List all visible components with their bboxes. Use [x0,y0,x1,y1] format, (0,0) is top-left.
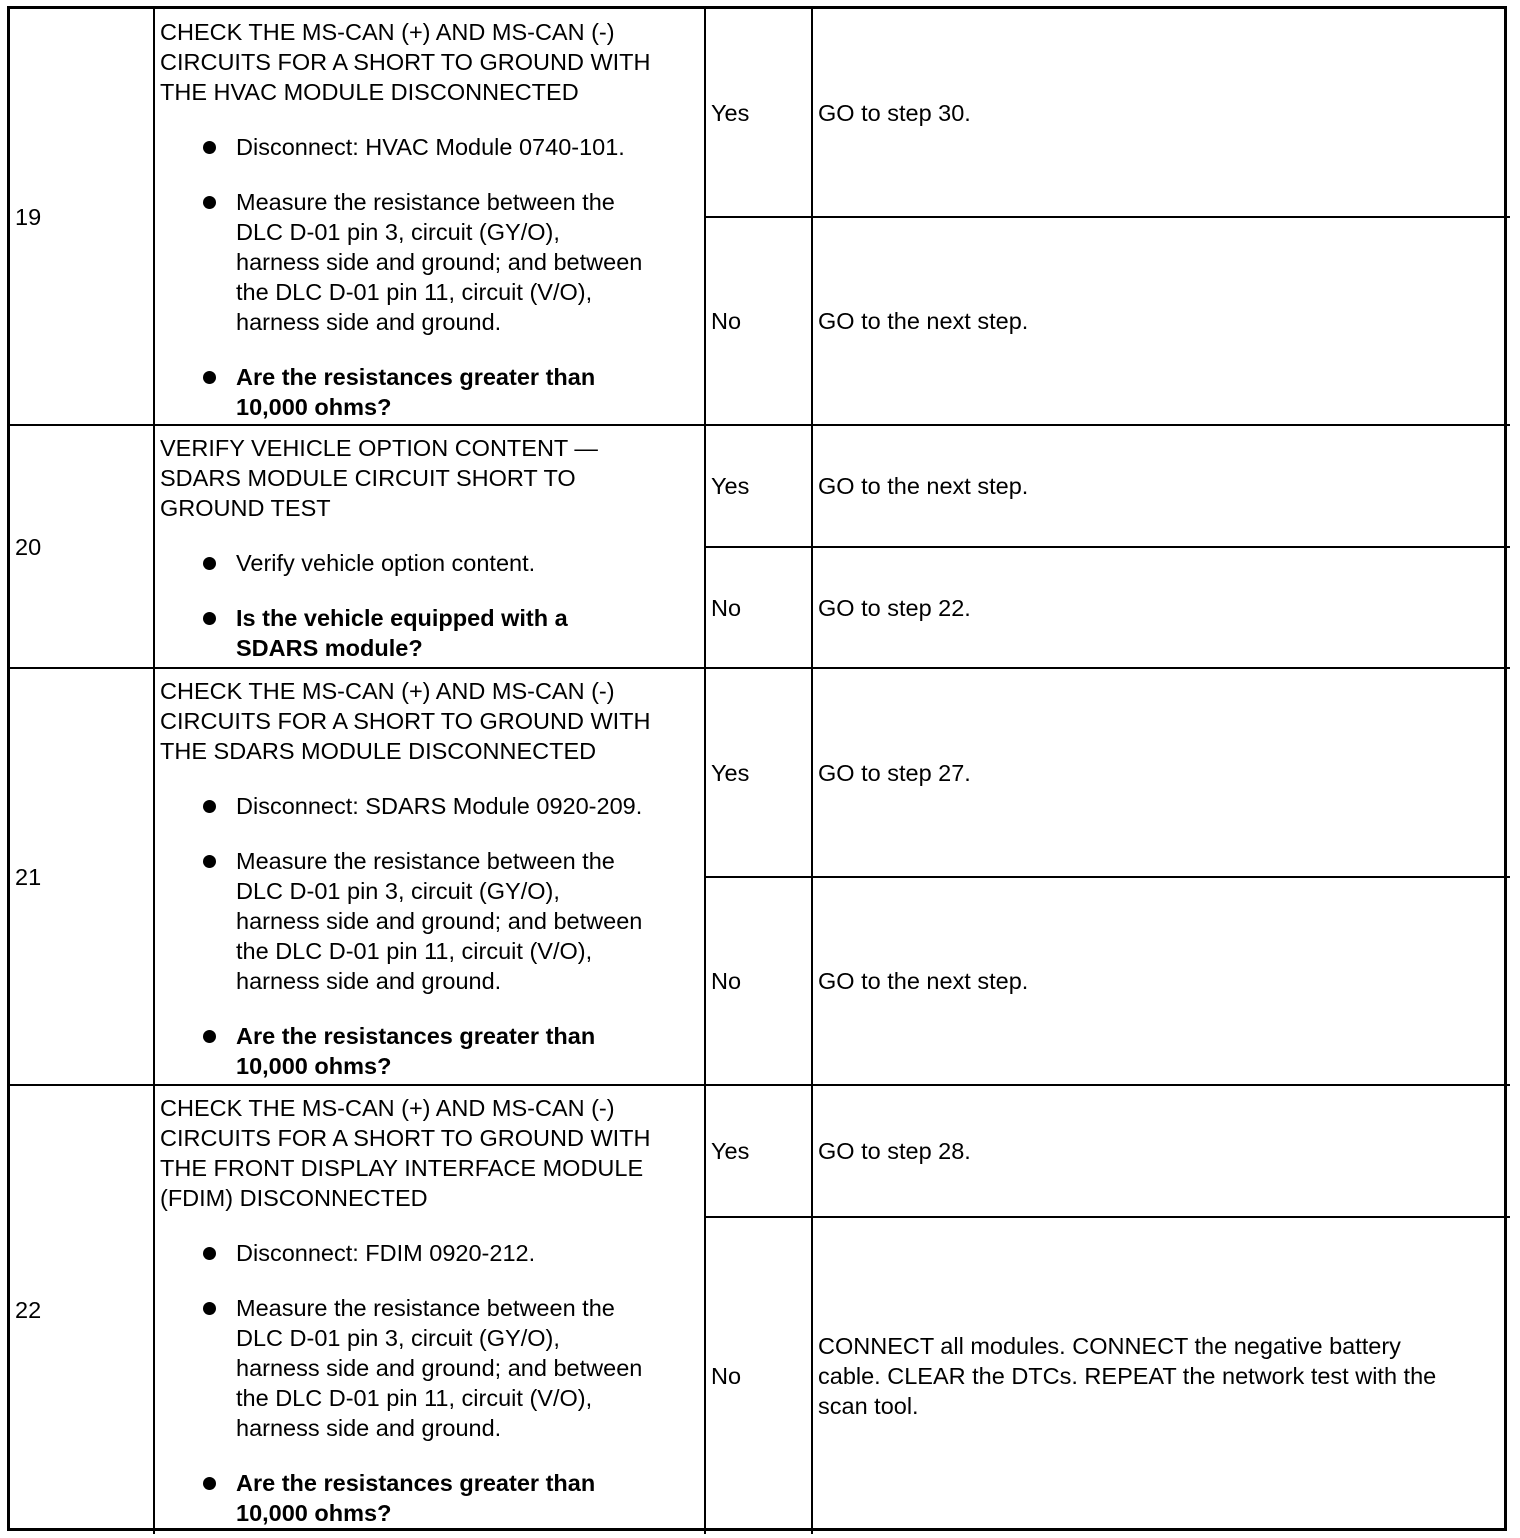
instruction-question: 10,000 ohms? [236,394,392,420]
instruction-question: Are the resistances greater than [236,1470,596,1496]
step-heading-line: THE SDARS MODULE DISCONNECTED [160,738,597,764]
step-heading-line: THE HVAC MODULE DISCONNECTED [160,79,579,105]
instruction-line: the DLC D-01 pin 11, circuit (V/O), [236,938,593,964]
instruction-line: harness side and ground; and between [236,1355,643,1381]
instruction-line: Disconnect: HVAC Module 0740-101. [236,134,625,160]
result-divider [704,546,1510,548]
bullet-icon [203,1302,216,1315]
bullet-icon [203,1030,216,1043]
diagnostic-test-table [7,6,1507,1531]
result-action: GO to the next step. [818,473,1029,499]
bullet-icon [203,800,216,813]
bullet-icon [203,1247,216,1260]
result-answer: Yes [711,1138,750,1164]
bullet-icon [203,1477,216,1490]
bullet-icon [203,557,216,570]
instruction-line: harness side and ground; and between [236,249,643,275]
result-answer: Yes [711,759,750,786]
instruction-question: SDARS module? [236,635,423,661]
step-number: 21 [15,863,42,890]
instruction-line: the DLC D-01 pin 11, circuit (V/O), [236,1385,593,1411]
result-answer: No [711,594,742,621]
instruction-line: harness side and ground. [236,309,502,335]
instruction-line: harness side and ground. [236,968,502,994]
step-heading-line: CHECK THE MS-CAN (+) AND MS-CAN (-) [160,19,615,45]
result-action: GO to the next step. [818,308,1029,334]
step-heading-line: CIRCUITS FOR A SHORT TO GROUND WITH [160,49,651,75]
result-action: GO to step 22. [818,594,971,621]
column-divider [704,9,706,1534]
step-heading-line: CHECK THE MS-CAN (+) AND MS-CAN (-) [160,1095,615,1121]
instruction-line: harness side and ground. [236,1415,502,1441]
step-heading-line: CIRCUITS FOR A SHORT TO GROUND WITH [160,1125,651,1151]
result-action: GO to step 28. [818,1138,971,1164]
instruction-line: Measure the resistance between the [236,1295,615,1321]
step-heading-line: (FDIM) DISCONNECTED [160,1185,428,1211]
column-divider [811,9,813,1534]
step-number: 22 [15,1296,42,1323]
result-divider [704,876,1510,878]
instruction-line: Disconnect: SDARS Module 0920-209. [236,793,643,819]
result-action: GO to step 30. [818,100,971,126]
instruction-line: Measure the resistance between the [236,189,615,215]
instruction-line: Verify vehicle option content. [236,550,536,576]
row-divider [10,667,1510,669]
step-heading-line: GROUND TEST [160,495,331,521]
instruction-line: DLC D-01 pin 3, circuit (GY/O), [236,878,560,904]
step-heading-line: THE FRONT DISPLAY INTERFACE MODULE [160,1155,644,1181]
result-action: CONNECT all modules. CONNECT the negative battery [818,1332,1401,1359]
instruction-line: the DLC D-01 pin 11, circuit (V/O), [236,279,593,305]
instruction-line: harness side and ground; and between [236,908,643,934]
result-action: cable. CLEAR the DTCs. REPEAT the network test with the [818,1362,1437,1389]
result-action: GO to the next step. [818,968,1029,994]
instruction-question: 10,000 ohms? [236,1053,392,1079]
result-action: scan tool. [818,1392,919,1419]
column-divider [153,9,155,1534]
result-action: GO to step 27. [818,759,971,786]
result-answer: No [711,968,742,994]
result-divider [704,1216,1510,1218]
instruction-question: Is the vehicle equipped with a [236,605,568,631]
bullet-icon [203,196,216,209]
result-answer: Yes [711,100,750,126]
step-number: 19 [15,204,42,230]
result-answer: No [711,1362,742,1389]
result-answer: Yes [711,473,750,499]
instruction-line: Measure the resistance between the [236,848,615,874]
instruction-question: 10,000 ohms? [236,1500,392,1526]
bullet-icon [203,371,216,384]
row-divider [10,424,1510,426]
step-heading-line: CIRCUITS FOR A SHORT TO GROUND WITH [160,708,651,734]
instruction-line: DLC D-01 pin 3, circuit (GY/O), [236,219,560,245]
step-heading-line: VERIFY VEHICLE OPTION CONTENT — [160,435,598,461]
step-heading-line: CHECK THE MS-CAN (+) AND MS-CAN (-) [160,678,615,704]
instruction-line: Disconnect: FDIM 0920-212. [236,1240,536,1266]
step-heading-line: SDARS MODULE CIRCUIT SHORT TO [160,465,576,491]
result-answer: No [711,308,742,334]
instruction-question: Are the resistances greater than [236,1023,596,1049]
instruction-question: Are the resistances greater than [236,364,596,390]
instruction-line: DLC D-01 pin 3, circuit (GY/O), [236,1325,560,1351]
result-divider [704,216,1510,218]
bullet-icon [203,855,216,868]
bullet-icon [203,141,216,154]
step-number: 20 [15,533,42,560]
bullet-icon [203,612,216,625]
row-divider [10,1084,1510,1086]
